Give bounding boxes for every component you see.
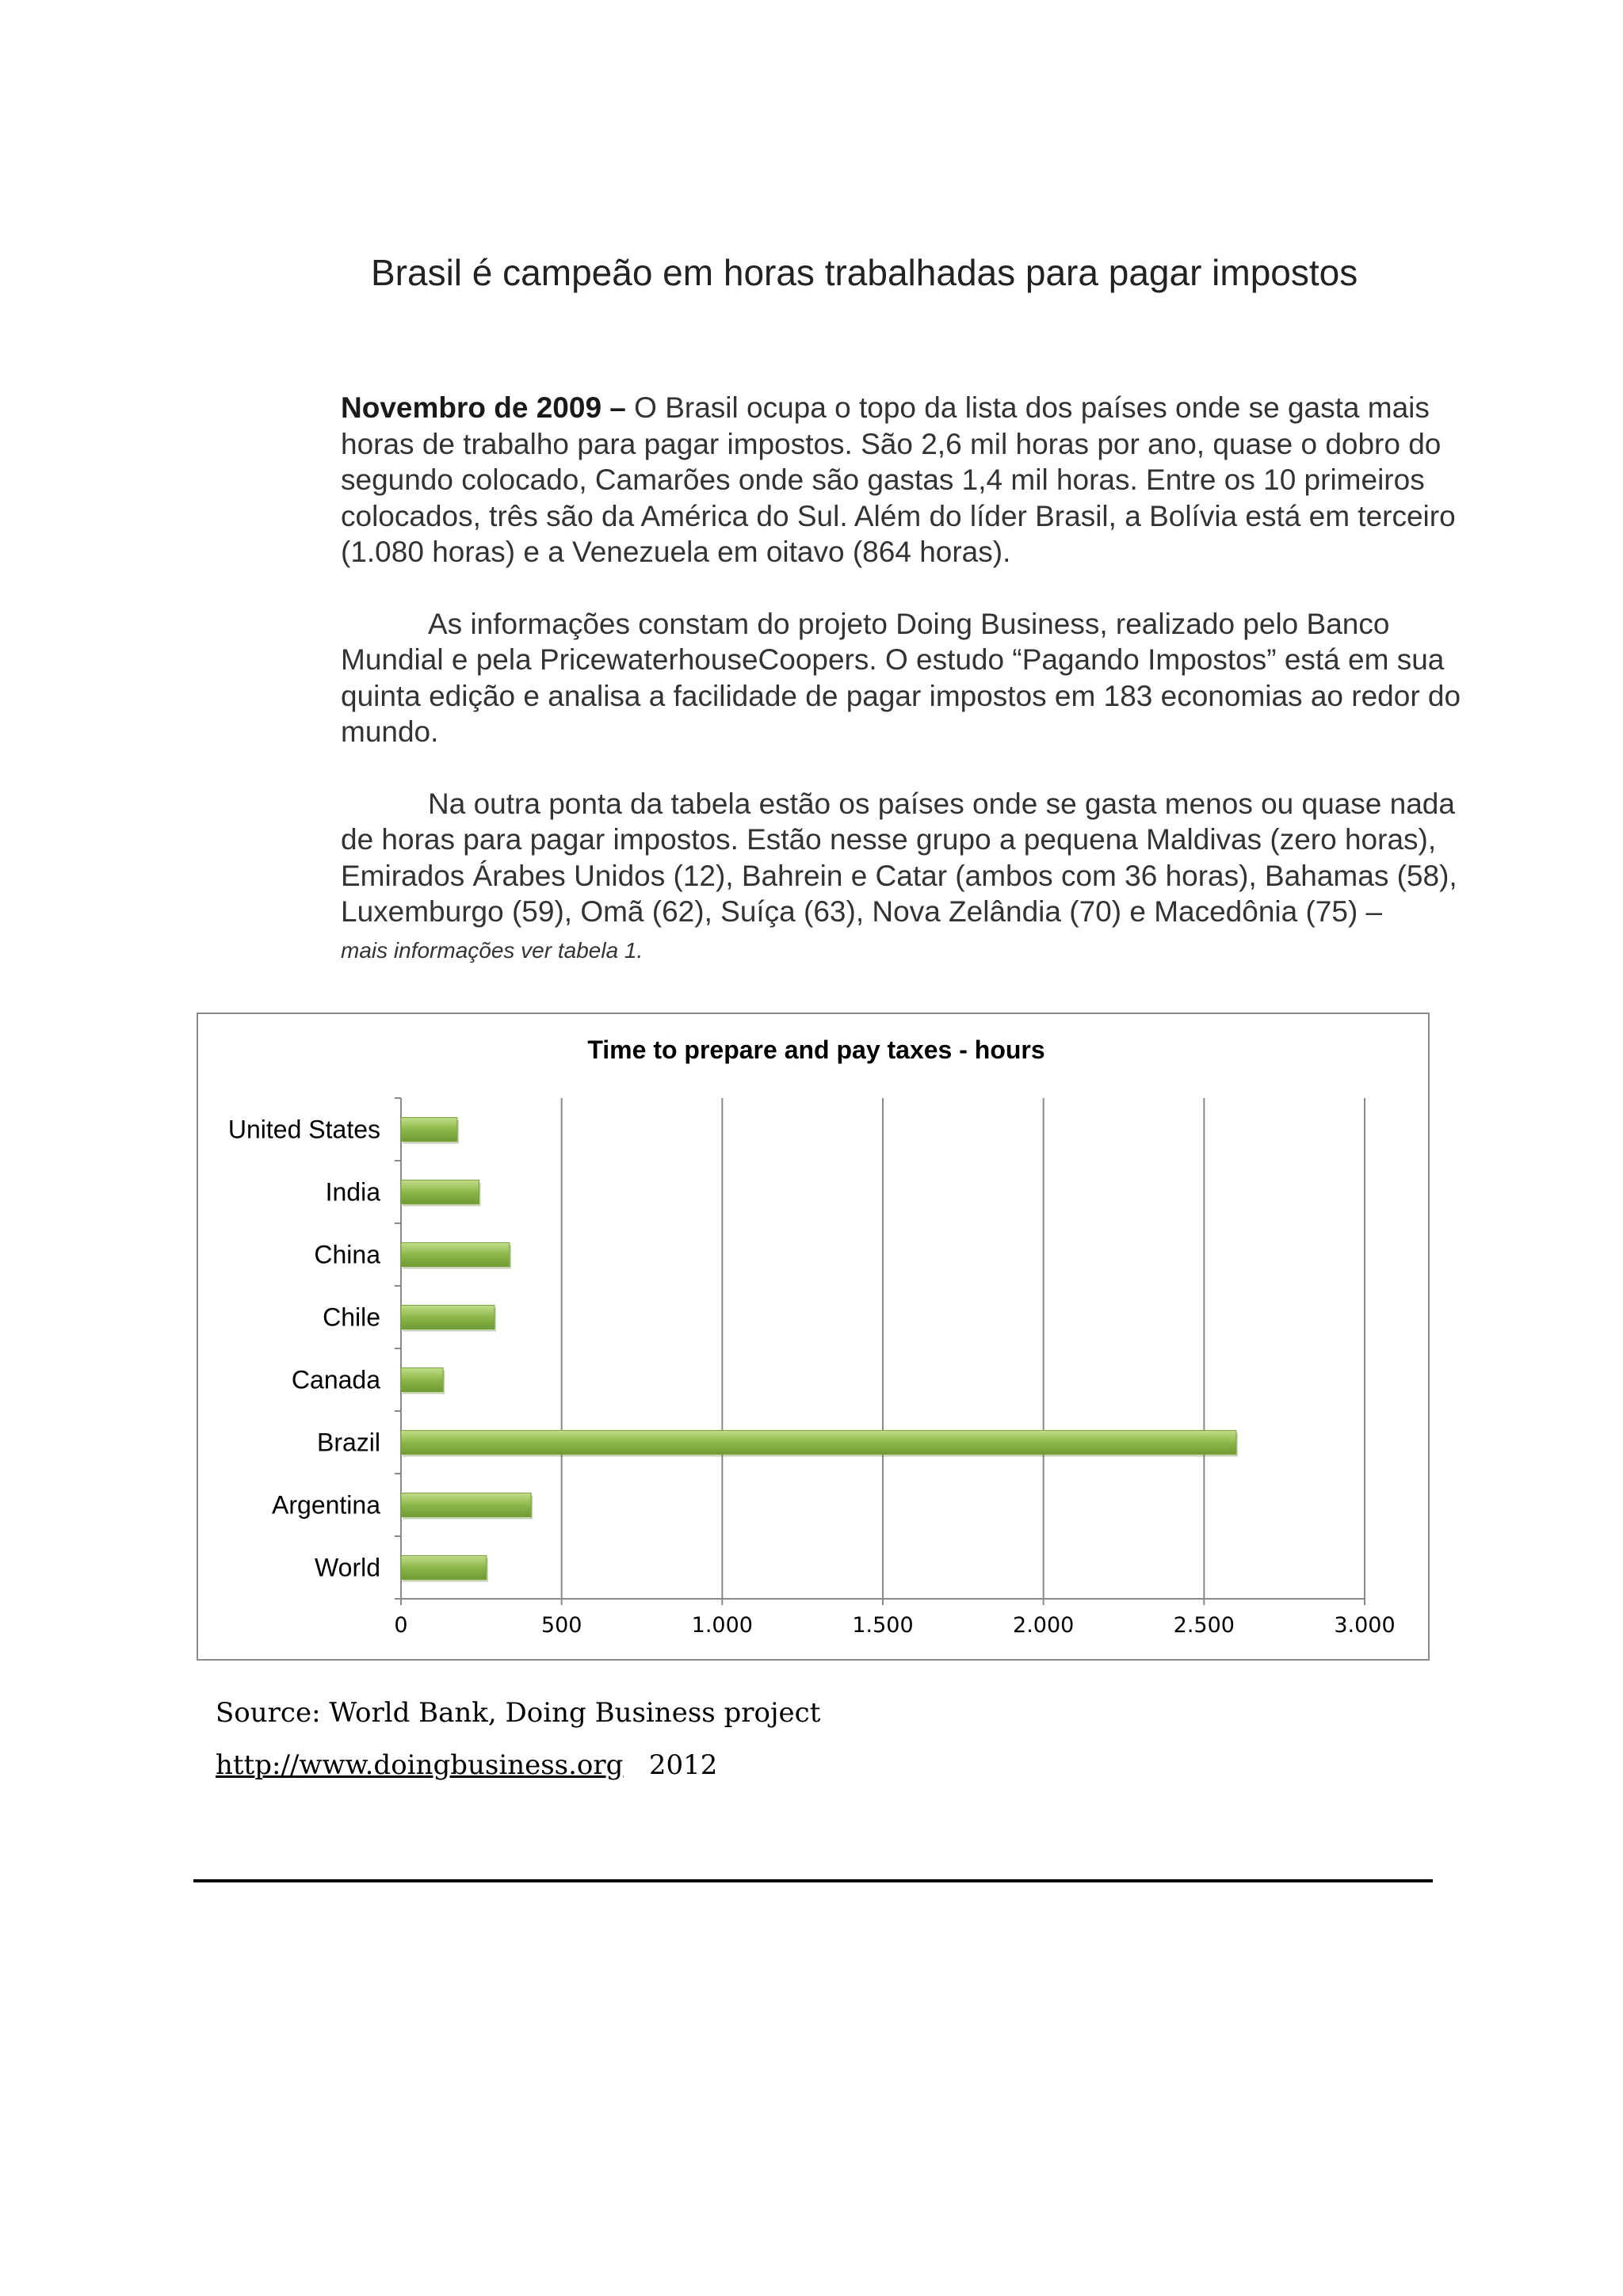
bar: [401, 1306, 495, 1329]
category-label: Chile: [323, 1302, 380, 1332]
chart-title: Time to prepare and pay taxes - hours: [587, 1035, 1045, 1064]
source-year: 2012: [648, 1749, 718, 1781]
bar-chart: [198, 1014, 1428, 1659]
category-label: Brazil: [316, 1428, 380, 1457]
category-label: Canada: [291, 1365, 380, 1394]
x-tick-label: 1.000: [691, 1613, 753, 1638]
bar: [401, 1368, 443, 1392]
bar: [401, 1493, 531, 1517]
source-link[interactable]: http://www.doingbusiness.org: [216, 1749, 624, 1781]
bar: [401, 1180, 479, 1204]
paragraph-2: As informações constam do projeto Doing Business, realizado pelo Banco Mundial e pela PricewaterhouseCoopers. O estudo “Pagando Impostos” está em sua quinta edição e analisa a facilidade de pagar impostos em 183 economias ao redor do mundo.: [341, 607, 1461, 748]
bar: [401, 1556, 487, 1580]
chart-container: [197, 1013, 1430, 1661]
paragraph-3-text: Na outra ponta da tabela estão os países onde se gasta menos ou quase nada de horas para pagar impostos. Estão nesse grupo a pequena Maldivas (zero horas), Emirados Árabes Unidos (12), Bahrein e Catar (ambos com 36 horas), Bahamas (58), Luxemburgo (59), Omã (62), Suíça (63), Nova Zelândia (70) e Macedônia (75) –: [341, 787, 1457, 928]
category-label: India: [325, 1177, 380, 1207]
x-tick-label: 1.500: [852, 1613, 914, 1638]
x-tick-label: 2.000: [1013, 1613, 1075, 1638]
source-line: Source: World Bank, Doing Business project: [216, 1697, 821, 1729]
paragraph-3-note: mais informações ver tabela 1.: [341, 937, 643, 963]
article-body: [341, 390, 1482, 968]
horizontal-rule: [193, 1879, 1433, 1882]
bar: [401, 1118, 457, 1142]
paragraph-1-text: O Brasil ocupa o topo da lista dos países onde se gasta mais horas de trabalho para pagar impostos. São 2,6 mil horas por ano, quase o dobro do segundo colocado, Camarões onde são gastas 1,4 mil horas. Entre os 10 primeiros colocados, três são da América do Sul. Além do líder Brasil, a Bolívia está em terceiro (1.080 horas) e a Venezuela em oitavo (864 horas).: [341, 391, 1456, 568]
category-label: China: [314, 1240, 380, 1269]
paragraph-3: [341, 786, 1482, 969]
bar: [401, 1243, 510, 1267]
category-label: United States: [227, 1115, 380, 1144]
source-link-line: [216, 1749, 717, 1781]
paragraph-1: [341, 390, 1482, 570]
x-tick-label: 0: [394, 1613, 408, 1638]
x-tick-label: 3.000: [1334, 1613, 1396, 1638]
category-label: Argentina: [272, 1490, 380, 1520]
headline: Brasil é campeão em horas trabalhadas para pagar impostos: [371, 252, 1358, 293]
x-tick-label: 500: [540, 1613, 582, 1638]
bar: [401, 1431, 1236, 1455]
category-label: World: [315, 1553, 380, 1582]
paragraph-1-lead: Novembro de 2009 –: [341, 391, 626, 424]
x-tick-label: 2.500: [1173, 1613, 1235, 1638]
